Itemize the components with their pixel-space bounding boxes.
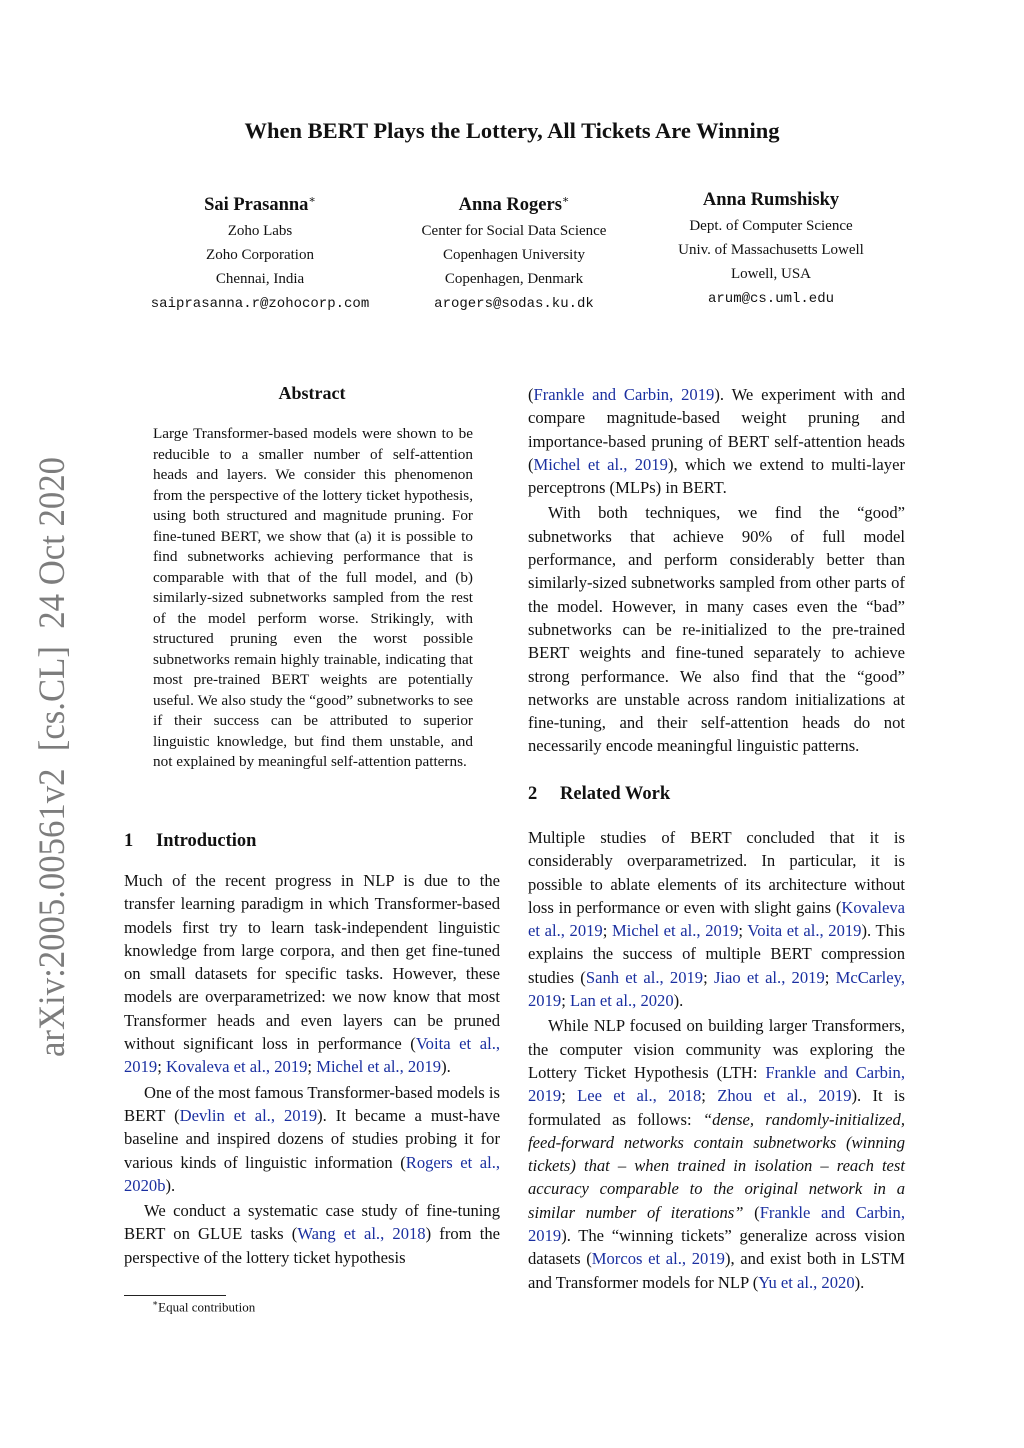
abstract-heading: Abstract	[278, 383, 346, 403]
paper-title: When BERT Plays the Lottery, All Tickets Are Winning	[244, 118, 780, 143]
author-email: saiprasanna.r@zohocorp.com	[150, 296, 370, 313]
author-affiliation: Dept. of Computer Science	[689, 218, 853, 234]
section-title: Introduction	[156, 831, 257, 851]
citation-link[interactable]: Frankle and Carbin, 2019	[528, 1202, 905, 1246]
text-run: ). It is formulated as follows:	[528, 1086, 905, 1129]
citation-link[interactable]: Sanh et al., 2019	[585, 967, 704, 987]
author-name	[115, 186, 405, 219]
author-location: Chennai, India	[215, 271, 305, 288]
text-run: ), and exist both in LSTM and Transformer models for NLP (	[528, 1249, 905, 1292]
paragraph	[124, 1081, 500, 1197]
paragraph	[528, 383, 905, 499]
text-run: (	[528, 385, 534, 404]
author-location: Lowell, USA	[731, 266, 811, 282]
introduction-body	[124, 869, 500, 1271]
citation-link[interactable]: Michel et al., 2019	[316, 1057, 442, 1077]
paragraph	[124, 1199, 500, 1269]
text-run: ;	[561, 1086, 578, 1106]
citation-link[interactable]: Lan et al., 2020	[569, 991, 674, 1011]
text-run: ), which we extend to multi-layer perceptrons (MLPs) in BERT.	[528, 454, 905, 498]
introduction-continued	[528, 383, 905, 760]
text-run: ). It became a must-have baseline and inspired dozens of studies probing it for various kinds of linguistic information (	[124, 1105, 501, 1172]
text-run: One of the most famous Transformer-based models is BERT (	[124, 1082, 500, 1125]
text-run: ) from the perspective of the lottery ticket hypothesis	[124, 1224, 500, 1267]
author-block-1	[115, 186, 405, 316]
section-heading-introduction	[124, 831, 256, 852]
author-name-text: Sai Prasanna	[204, 195, 309, 216]
footnote	[152, 1298, 255, 1315]
citation-link[interactable]: Frankle and Carbin, 2019	[528, 1062, 905, 1106]
citation-link[interactable]: Devlin et al., 2019	[179, 1105, 318, 1125]
citation-link[interactable]: Kovaleva et al., 2019	[528, 897, 905, 941]
paragraph	[124, 869, 500, 1079]
author-affiliation: Zoho Labs	[227, 223, 293, 240]
section-number: 2	[528, 784, 538, 804]
citation-link[interactable]: Zhou et al., 2019	[717, 1086, 852, 1106]
author-name	[369, 186, 659, 219]
author-affiliation: Zoho Corporation	[206, 247, 314, 264]
author-email: arum@cs.uml.edu	[707, 291, 835, 307]
paragraph	[528, 826, 905, 1012]
paragraph: With both techniques, we find the “good” subnetworks that achieve 90% of full model performance, and perform considerably better than similarly-sized subnetworks sampled from other parts of the model. However, in many cases even the “bad” subnetworks can be re-initialized to the pre-trained BERT weights and fine-tuned separately to achieve strong performance. We also find that the “good” networks are unstable across random initializations at fine-tuning, and their self-attention heads do not necessarily encode meaningful linguistic patterns.	[528, 503, 905, 756]
author-affiliation: Univ. of Massachusetts Lowell	[678, 242, 864, 258]
author-name-text: Anna Rumshisky	[702, 190, 840, 210]
author-email: arogers@sodas.ku.dk	[434, 296, 594, 313]
author-name	[626, 186, 916, 214]
text-run: Much of the recent progress in NLP is due to the transfer learning paradigm in which Transformer-based models first try to learn task-independent linguistic knowledge from large corpora, and then get fine-tuned on small datasets for specific tasks. However, these models are overparametrized: we now know that most Transformer heads and even layers can be pruned without significant loss in performance (	[124, 871, 500, 1054]
citation-link[interactable]: Jiao et al., 2019	[713, 967, 825, 987]
text-run: ;	[602, 921, 612, 941]
author-location: Copenhagen, Denmark	[444, 271, 584, 288]
text-run: ;	[701, 1086, 718, 1106]
citation-link[interactable]: Wang et al., 2018	[297, 1224, 426, 1244]
text-run: While NLP focused on building larger Transformers, the computer vision community was exploring the Lottery Ticket Hypothesis (LTH:	[528, 1016, 905, 1082]
text-run: ).	[673, 991, 684, 1011]
citation-link[interactable]: Yu et al., 2020	[758, 1272, 855, 1292]
lth-definition-quote: “dense, randomly-initialized, feed-forward networks contain subnetworks (winning tickets) that – when trained in isolation – reach test accuracy comparable to the original network in a similar number of iterations”	[528, 1109, 905, 1222]
arxiv-sidebar	[14, 452, 78, 1062]
equal-contribution-mark: ∗	[561, 194, 570, 206]
citation-link[interactable]: Lee et al., 2018	[577, 1086, 702, 1106]
citation-link[interactable]: Kovaleva et al., 2019	[165, 1057, 308, 1077]
citation-link[interactable]: McCarley, 2019	[528, 967, 905, 1011]
author-block-2	[369, 186, 659, 316]
citation-link[interactable]: Voita et al., 2019	[747, 921, 862, 941]
text-run: (	[743, 1202, 760, 1222]
text-run: ). This explains the success of multiple BERT compression studies (	[528, 921, 905, 987]
text-run: ). The “winning tickets” generalize across vision datasets (	[528, 1226, 905, 1269]
citation-link[interactable]: Michel et al., 2019	[533, 454, 668, 474]
footnote-text: Equal contribution	[158, 1299, 256, 1315]
author-block-3	[626, 186, 916, 311]
text-run: ;	[703, 967, 714, 987]
text-run: ;	[561, 991, 570, 1011]
section-heading-related-work	[528, 784, 670, 805]
footnote-rule	[124, 1295, 226, 1296]
citation-link[interactable]: Frankle and Carbin, 2019	[533, 385, 715, 404]
citation-link[interactable]: Rogers et al., 2020b	[124, 1152, 500, 1195]
section-title: Related Work	[560, 784, 671, 804]
text-run: We conduct a systematic case study of fine-tuning BERT on GLUE tasks (	[124, 1201, 500, 1244]
text-run: ).	[854, 1272, 865, 1292]
text-run: ).	[441, 1057, 451, 1077]
text-run: ;	[824, 967, 836, 987]
text-run: ;	[738, 921, 748, 941]
arxiv-sidebar-svg	[14, 452, 78, 1062]
arxiv-id-text: arXiv:2005.00561v2 [cs.CL] 24 Oct 2020	[32, 452, 73, 1057]
text-run: ;	[307, 1057, 317, 1077]
equal-contribution-mark: ∗	[308, 194, 316, 206]
text-run: Multiple studies of BERT concluded that it is considerably overparametrized. In particular, it is possible to ablate elements of its architecture without loss in performance or even with slight gains (	[528, 828, 905, 917]
citation-link[interactable]: Morcos et al., 2019	[591, 1249, 725, 1269]
paragraph	[528, 1014, 905, 1294]
author-affiliation: Copenhagen University	[442, 247, 586, 264]
text-run: ).	[165, 1175, 176, 1195]
citation-link[interactable]: Michel et al., 2019	[612, 921, 739, 941]
footnote-mark: ∗	[152, 1298, 159, 1308]
author-affiliation: Center for Social Data Science	[421, 223, 607, 240]
section-number: 1	[124, 831, 134, 851]
related-work-body	[528, 826, 905, 1296]
abstract-text: Large Transformer-based models were shown to be reducible to a smaller number of self-attention heads and layers. We consider this phenomenon from the perspective of the lottery ticket hypothesis, using both structured and magnitude pruning. For fine-tuned BERT, we show that (a) it is possible to find subnetworks achieving performance that is comparable with that of the full model, and (b) similarly-sized subnetworks sampled from the rest of the model perform worse. Strikingly, with structured pruning even the worst possible subnetworks remain highly trainable, indicating that most pre-trained BERT weights are potentially useful. We also study the “good” subnetworks to see if their success can be attributed to superior linguistic knowledge, but find them unstable, and not explained by meaningful self-attention patterns.	[153, 425, 473, 770]
text-run: ). We experiment with and compare magnitude-based weight pruning and importance-based pruning of BERT self-attention heads (	[528, 385, 906, 474]
citation-link[interactable]: Voita et al., 2019	[124, 1034, 500, 1077]
author-name-text: Anna Rogers	[458, 195, 562, 216]
text-run: ;	[157, 1057, 166, 1077]
